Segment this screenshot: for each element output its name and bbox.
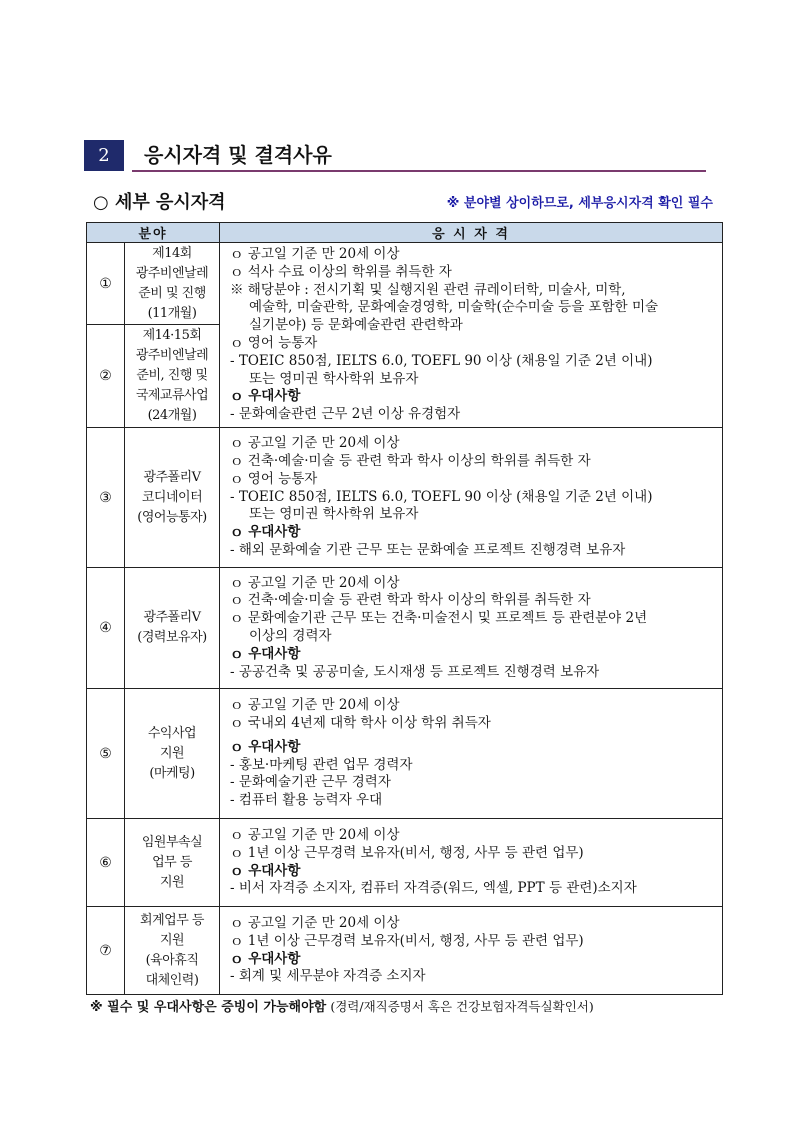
row-requirements (220, 243, 723, 428)
footer-strong: ※ 필수 및 우대사항은 증빙이 가능해야함 (90, 1000, 327, 1015)
requirement-line: ｏ 건축·예술·미술 등 관련 학과 학사 이상의 학위를 취득한 자 (230, 592, 591, 609)
table-row (87, 819, 723, 907)
field-line: 광주폴리V (143, 610, 201, 625)
requirement-line: - 해외 문화예술 기관 근무 또는 문화예술 프로젝트 진행경력 보유자 (230, 541, 626, 558)
header-qualification: 응 시 자 격 (220, 223, 723, 243)
preference-heading: ｏ 우대사항 (230, 388, 301, 405)
row-field (125, 428, 220, 568)
requirement-line: ｏ 1년 이상 근무경력 보유자(비서, 행정, 사무 등 관련 업무) (230, 932, 584, 949)
header-field: 분야 (87, 223, 220, 243)
requirement-line: ※ 해당분야 : 전시기획 및 실행지원 관련 큐레이터학, 미술사, 미학, (230, 281, 626, 298)
field-line: (경력보유자) (137, 630, 207, 645)
row-number: ⑤ (87, 689, 125, 819)
preference-heading: ｏ 우대사항 (230, 950, 301, 967)
row-requirements (220, 819, 723, 907)
requirement-line: ｏ 국내외 4년제 대학 학사 이상 학위 취득자 (230, 714, 491, 731)
footer-note (90, 996, 730, 1015)
qualification-table (86, 222, 723, 995)
requirement-line: ｏ 공고일 기준 만 20세 이상 (230, 574, 400, 591)
requirement-line: 또는 영미권 학사학위 보유자 (249, 506, 419, 523)
requirement-line: ｏ 공고일 기준 만 20세 이상 (230, 914, 400, 931)
preference-heading: ｏ 우대사항 (230, 738, 301, 755)
requirement-line: ｏ 공고일 기준 만 20세 이상 (230, 435, 400, 452)
preference-heading: ｏ 우대사항 (230, 524, 301, 541)
field-line: (마케팅) (149, 765, 195, 781)
row-field (125, 689, 220, 819)
row-requirements (220, 907, 723, 995)
field-line: (11개월) (147, 305, 197, 321)
row-field (125, 819, 220, 907)
requirement-line: - TOEIC 850점, IELTS 6.0, TOEFL 90 이상 (채용일 기준 2년 이내) (230, 352, 653, 369)
table-row (87, 243, 723, 325)
table-row (87, 689, 723, 819)
requirement-line: ｏ 영어 능통자 (230, 470, 318, 487)
section-header (84, 140, 706, 172)
requirement-line: - 컴퓨터 활용 능력자 우대 (230, 792, 383, 809)
field-line: 수익사업 (147, 725, 197, 741)
requirement-line: ｏ 공고일 기준 만 20세 이상 (230, 826, 400, 843)
row-requirements (220, 689, 723, 819)
section-title: 응시자격 및 결격사유 (144, 143, 332, 167)
field-line: (24개월) (147, 408, 197, 423)
requirement-line: ｏ 건축·예술·미술 등 관련 학과 학사 이상의 학위를 취득한 자 (230, 453, 591, 469)
subsection-header (93, 188, 713, 216)
field-line: 광주폴리V (143, 469, 201, 485)
requirement-line: - 문화예술관련 근무 2년 이상 유경험자 (230, 406, 461, 423)
row-field (125, 243, 220, 325)
requirement-line: 또는 영미권 학사학위 보유자 (249, 370, 419, 387)
requirement-line: ｏ 문화예술기관 근무 또는 건축·미술전시 및 프로젝트 등 관련분야 2년 (230, 610, 648, 627)
field-line: 제14·15회 (142, 328, 202, 343)
requirement-line: - 문화예술기관 근무 경력자 (230, 774, 391, 791)
row-number: ⑥ (87, 819, 125, 907)
field-line: 제14회 (152, 245, 192, 261)
row-field (125, 325, 220, 428)
requirement-line: 예술학, 미술관학, 문화예술경영학, 미술학(순수미술 등을 포함한 미술 (249, 299, 659, 316)
requirement-line: 실기분야) 등 문화예술관련 관련학과 (249, 317, 463, 334)
field-line: 지원 (159, 932, 185, 948)
field-line: 국제교류사업 (135, 388, 209, 403)
requirement-line: 이상의 경력자 (249, 628, 332, 644)
field-line: 준비 및 진행 (138, 285, 206, 301)
table-row (87, 428, 723, 568)
preference-heading: ｏ 우대사항 (230, 645, 301, 662)
requirement-line: - 공공건축 및 공공미술, 도시재생 등 프로젝트 진행경력 보유자 (230, 663, 600, 680)
section-number: 2 (84, 140, 124, 171)
row-number: ⑦ (87, 907, 125, 995)
row-field (125, 907, 220, 995)
row-requirements (220, 428, 723, 568)
field-line: 업무 등 (152, 854, 192, 870)
row-number: ① (87, 243, 125, 325)
field-line: 지원 (159, 745, 185, 761)
field-line: 광주비엔날레 (135, 265, 209, 281)
table-header-row (87, 223, 723, 243)
requirement-line: - 비서 자격증 소지자, 컴퓨터 자격증(워드, 엑셀, PPT 등 관련)소지자 (230, 880, 637, 897)
footer-light: (경력/재직증명서 혹은 건강보험자격득실확인서) (330, 999, 594, 1014)
row-field (125, 568, 220, 689)
row-number: ④ (87, 568, 125, 689)
requirement-line: ｏ 영어 능통자 (230, 335, 318, 351)
row-requirements (220, 568, 723, 689)
row-number: ② (87, 325, 125, 428)
requirement-line: ｏ 1년 이상 근무경력 보유자(비서, 행정, 사무 등 관련 업무) (230, 844, 584, 861)
field-line: 대체인력) (145, 972, 199, 988)
row-number: ③ (87, 428, 125, 568)
table-row (87, 568, 723, 689)
subsection-note: ※ 분야별 상이하므로, 세부응시자격 확인 필수 (446, 196, 713, 211)
requirement-line: ｏ 공고일 기준 만 20세 이상 (230, 246, 400, 263)
field-line: 준비, 진행 및 (136, 368, 208, 383)
requirement-line: - 회계 및 세무분야 자격증 소지자 (230, 968, 426, 985)
requirement-line: ｏ 공고일 기준 만 20세 이상 (230, 697, 400, 714)
table-row (87, 907, 723, 995)
field-line: 지원 (159, 874, 185, 890)
field-line: 임원부속실 (141, 834, 203, 850)
field-line: 회계업무 등 (140, 912, 204, 928)
requirement-line: ｏ 석사 수료 이상의 학위를 취득한 자 (230, 263, 452, 280)
requirement-line: - TOEIC 850점, IELTS 6.0, TOEFL 90 이상 (채용일 기준 2년 이내) (230, 488, 653, 505)
section-underline (132, 170, 706, 172)
preference-heading: ｏ 우대사항 (230, 862, 301, 879)
field-line: 광주비엔날레 (135, 348, 209, 363)
requirement-line: - 홍보·마케팅 관련 업무 경력자 (230, 756, 413, 773)
field-line: (영어능통자) (137, 509, 207, 525)
subsection-title: ○ 세부 응시자격 (93, 192, 226, 213)
field-line: (육아휴직 (145, 952, 199, 968)
field-line: 코디네이터 (141, 489, 203, 505)
